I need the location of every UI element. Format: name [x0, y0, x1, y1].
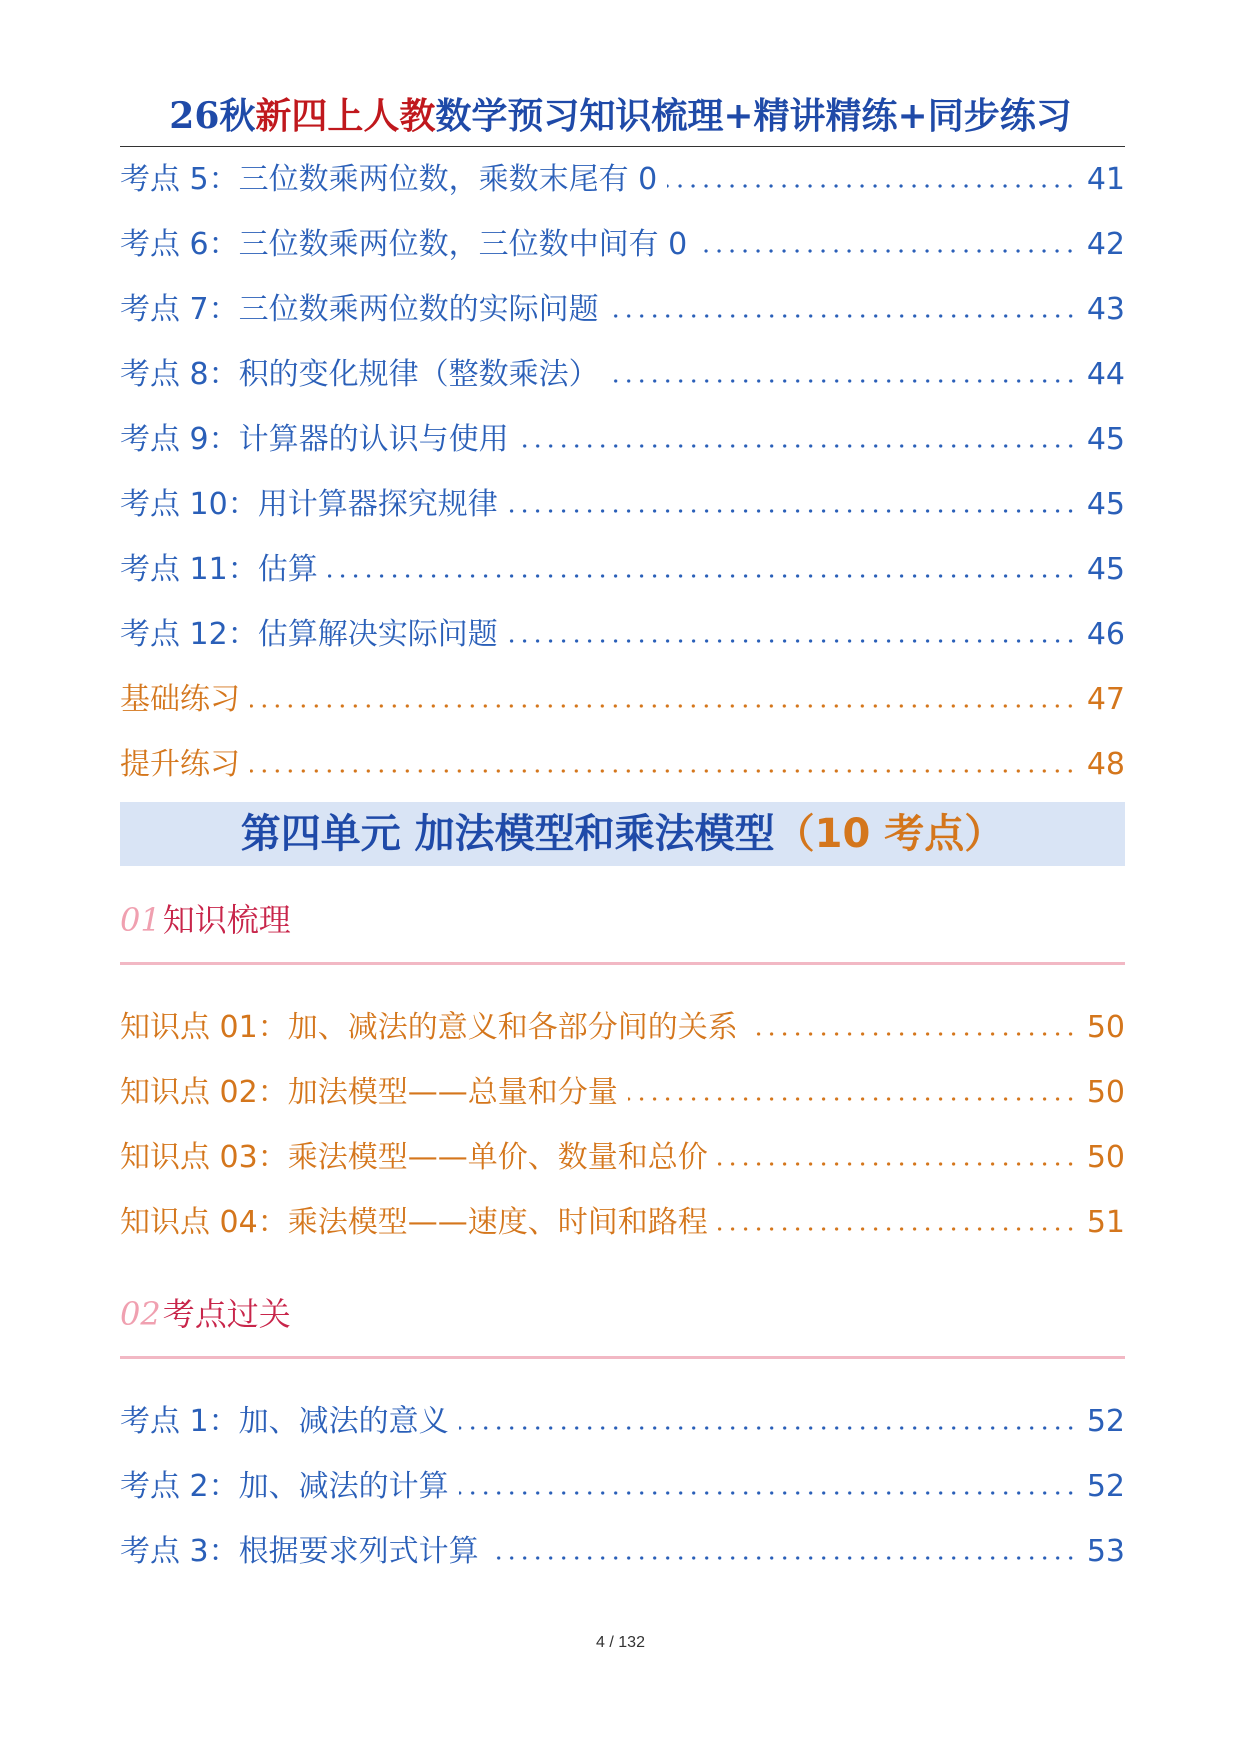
- toc-entry[interactable]: [120, 353, 1125, 397]
- dot-leader: [718, 1225, 1077, 1233]
- page-number-footer: 4 / 132: [596, 1634, 645, 1651]
- dot-leader: [697, 247, 1077, 255]
- toc-entry-label: 考点 1：加、减法的意义: [120, 1404, 449, 1439]
- toc-entry[interactable]: [120, 418, 1125, 462]
- toc-entry-label: 知识点 04：乘法模型——速度、时间和路程: [120, 1205, 708, 1240]
- dot-leader: [748, 1030, 1077, 1038]
- toc-entry-label: 知识点 03：乘法模型——单价、数量和总价: [120, 1140, 708, 1175]
- section-divider: [120, 1356, 1125, 1359]
- toc-entry-label: 考点 3：根据要求列式计算: [120, 1534, 479, 1569]
- toc-entry-label: 考点 11：估算: [120, 552, 318, 587]
- dot-leader: [609, 377, 1077, 385]
- toc-entry-page: 47: [1086, 682, 1125, 717]
- toc-entry-page: 45: [1086, 422, 1125, 457]
- dot-leader: [628, 1095, 1077, 1103]
- toc-entry-page: 50: [1086, 1010, 1125, 1045]
- toc-entry-page: 46: [1086, 617, 1125, 652]
- dot-leader: [508, 507, 1077, 515]
- section-number: 02: [120, 1295, 161, 1333]
- section-title: 知识梳理: [162, 901, 291, 939]
- unit-banner: [120, 802, 1125, 866]
- toc-entry-label: 考点 10：用计算器探究规律: [120, 487, 498, 522]
- header-suffix: 数学预习知识梳理+精讲精练+同步练习: [435, 95, 1072, 137]
- dot-leader: [667, 182, 1077, 190]
- toc-entry-label: 考点 2：加、减法的计算: [120, 1469, 449, 1504]
- toc-entry-page: 51: [1086, 1205, 1125, 1240]
- toc-entry-page: 52: [1086, 1469, 1125, 1504]
- knowledge-point-entry[interactable]: [120, 1006, 1125, 1050]
- toc-entry-label: 考点 9：计算器的认识与使用: [120, 422, 509, 457]
- section-heading-knowledge: [120, 898, 291, 942]
- unit-count: （10 考点）: [774, 811, 1005, 857]
- section-title: 考点过关: [162, 1295, 291, 1333]
- dot-leader: [718, 1160, 1077, 1168]
- toc-entry[interactable]: [120, 548, 1125, 592]
- exam-point-entry[interactable]: [120, 1465, 1125, 1509]
- toc-entry[interactable]: [120, 158, 1125, 202]
- toc-entry-page: 52: [1086, 1404, 1125, 1439]
- toc-entry-label: 考点 7：三位数乘两位数的实际问题: [120, 292, 599, 327]
- toc-entry-basic-practice[interactable]: [120, 678, 1125, 722]
- toc-entry-page: 42: [1086, 227, 1125, 262]
- exam-point-entry[interactable]: [120, 1400, 1125, 1444]
- toc-entry-label: 基础练习: [120, 682, 240, 717]
- section-number: 01: [120, 901, 161, 939]
- toc-entry-page: 43: [1086, 292, 1125, 327]
- toc-entry-label: 知识点 01：加、减法的意义和各部分间的关系: [120, 1010, 738, 1045]
- dot-leader: [250, 702, 1077, 710]
- knowledge-point-entry[interactable]: [120, 1201, 1125, 1245]
- toc-entry-label: 考点 12：估算解决实际问题: [120, 617, 498, 652]
- toc-entry-label: 知识点 02：加法模型——总量和分量: [120, 1075, 618, 1110]
- dot-leader: [489, 1554, 1077, 1562]
- header-highlight: 新四上人教: [255, 95, 436, 137]
- section-heading-exam: [120, 1292, 291, 1336]
- knowledge-point-entry[interactable]: [120, 1136, 1125, 1180]
- dot-leader: [459, 1489, 1077, 1497]
- dot-leader: [519, 442, 1077, 450]
- toc-entry-page: 45: [1086, 552, 1125, 587]
- toc-entry-page: 44: [1086, 357, 1125, 392]
- toc-entry[interactable]: [120, 288, 1125, 332]
- toc-entry-page: 50: [1086, 1075, 1125, 1110]
- unit-title: 第四单元 加法模型和乘法模型: [240, 811, 775, 857]
- toc-entry-advanced-practice[interactable]: [120, 743, 1125, 787]
- dot-leader: [328, 572, 1077, 580]
- toc-entry-label: 考点 5：三位数乘两位数，乘数末尾有 0: [120, 162, 658, 197]
- toc-entry[interactable]: [120, 613, 1125, 657]
- toc-entry[interactable]: [120, 483, 1125, 527]
- page-header-title: [0, 92, 1241, 140]
- toc-entry-label: 提升练习: [120, 747, 240, 782]
- section-divider: [120, 962, 1125, 965]
- toc-entry-label: 考点 8：积的变化规律（整数乘法）: [120, 357, 599, 392]
- dot-leader: [250, 767, 1077, 775]
- toc-entry-page: 48: [1086, 747, 1125, 782]
- toc-entry-page: 50: [1086, 1140, 1125, 1175]
- toc-entry-page: 41: [1086, 162, 1125, 197]
- dot-leader: [609, 312, 1077, 320]
- toc-entry[interactable]: [120, 223, 1125, 267]
- knowledge-point-entry[interactable]: [120, 1071, 1125, 1115]
- dot-leader: [459, 1424, 1077, 1432]
- toc-entry-label: 考点 6：三位数乘两位数，三位数中间有 0: [120, 227, 688, 262]
- header-prefix: 26秋: [169, 95, 256, 137]
- dot-leader: [508, 637, 1077, 645]
- toc-entry-page: 45: [1086, 487, 1125, 522]
- toc-entry-page: 53: [1086, 1534, 1125, 1569]
- exam-point-entry[interactable]: [120, 1530, 1125, 1574]
- header-divider: [120, 146, 1125, 147]
